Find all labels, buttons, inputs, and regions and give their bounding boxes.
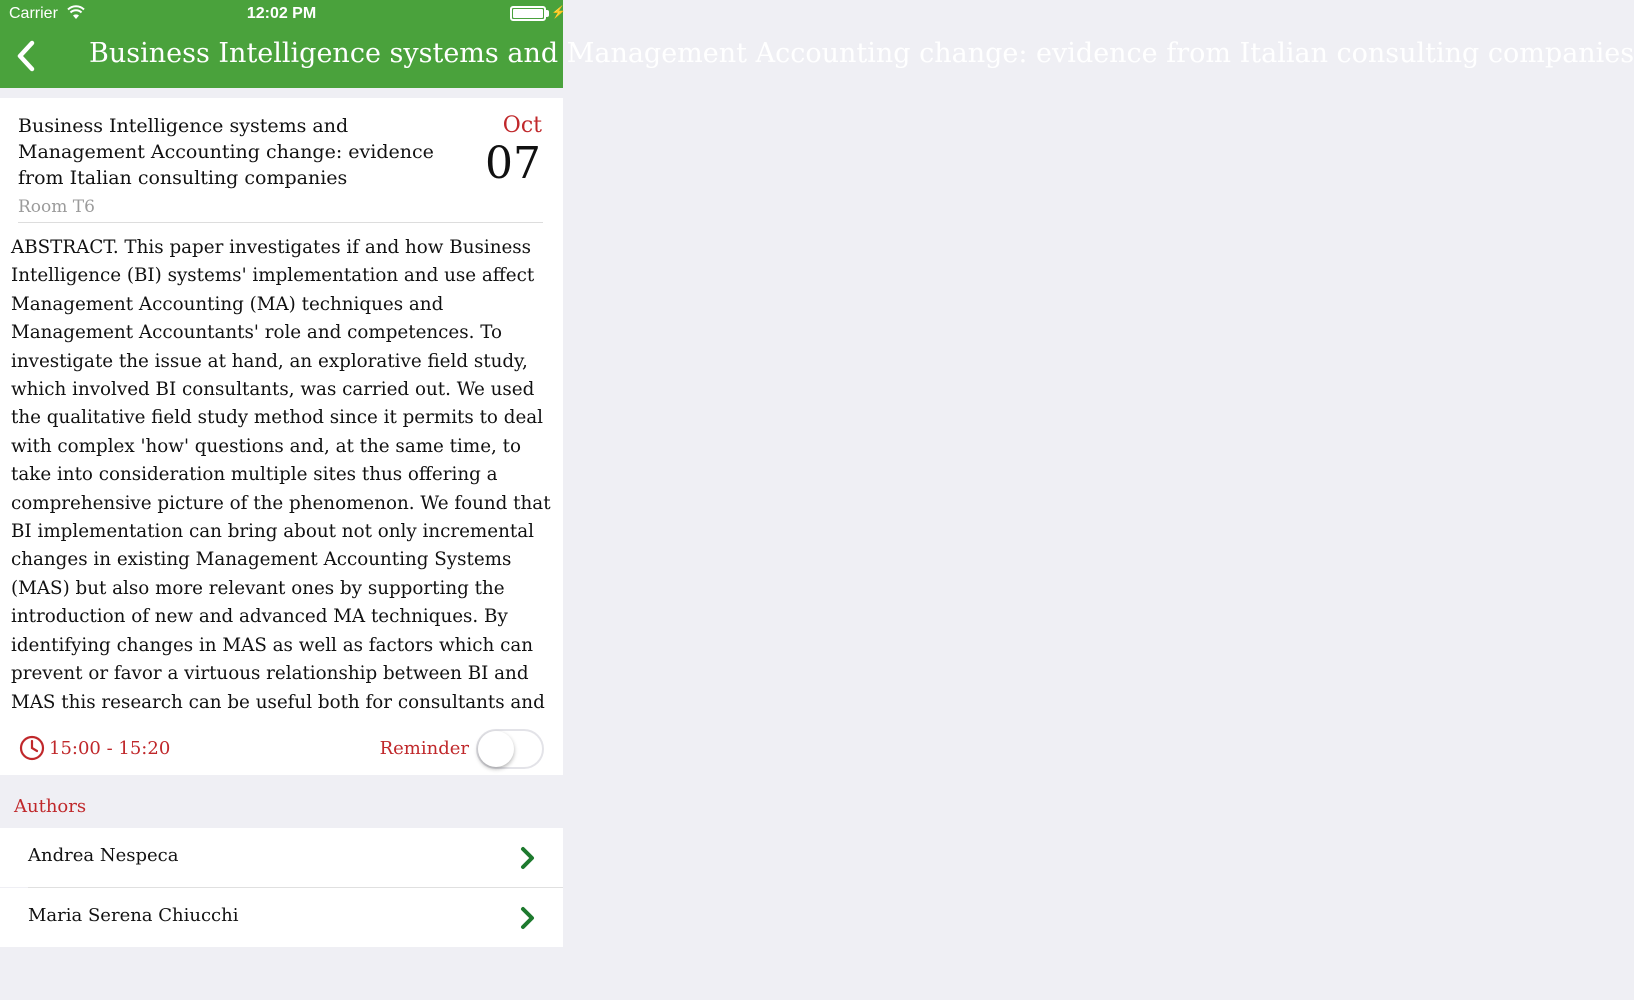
divider (18, 222, 543, 223)
author-name: Andrea Nespeca (28, 845, 179, 866)
toggle-knob (478, 731, 514, 767)
clock-icon (19, 735, 45, 761)
event-detail-card (0, 98, 563, 775)
event-title: Business Intelligence systems and Management Accounting change: evidence from Italian consulting companies (18, 115, 434, 189)
chevron-right-icon (517, 845, 537, 871)
back-chevron-icon[interactable] (12, 38, 46, 74)
event-day: 07 (485, 138, 541, 189)
status-bar (0, 0, 566, 28)
event-abstract: ABSTRACT. This paper investigates if and how Business Intelligence (BI) systems' implementation and use affect Management Accounting (MA) techniques and Management Accountants' role and competences. To investigate the issue at hand, an explorative field study, which involved BI consultants, was carried out. We used the qualitative field study method since it permits to deal with complex 'how' questions and, at the same time, to take into consideration multiple sites thus offering a comprehensive picture of the phenomenon. We found that BI implementation can bring about not only incremental changes in existing Management Accounting Systems (MAS) but also more relevant ones by supporting the introduction of new and advanced MA techniques. By identifying changes in MAS as well as factors which can prevent or favor a virtuous relationship between BI and MAS this research can be useful both for consultants and (11, 237, 551, 713)
authors-section-label: Authors (14, 796, 87, 817)
event-month: Oct (502, 113, 542, 138)
author-row[interactable] (0, 828, 563, 887)
author-name: Maria Serena Chiucchi (28, 905, 239, 926)
reminder-toggle[interactable] (476, 729, 544, 769)
event-time: 15:00 - 15:20 (49, 737, 171, 759)
reminder-label: Reminder (379, 738, 469, 759)
battery-icon (510, 6, 546, 21)
battery-cap (546, 10, 549, 17)
nav-title: Business Intelligence systems and Management Accounting change: evidence from Italian consulting companies (89, 38, 1634, 69)
navigation-header (0, 0, 1634, 88)
event-room: Room T6 (18, 197, 95, 217)
event-time-row (19, 735, 170, 761)
status-time: 12:02 PM (246, 5, 317, 22)
charging-icon: ⚡ (551, 5, 566, 19)
carrier-label: Carrier (9, 5, 58, 22)
author-row[interactable] (0, 888, 563, 947)
chevron-right-icon (517, 905, 537, 931)
